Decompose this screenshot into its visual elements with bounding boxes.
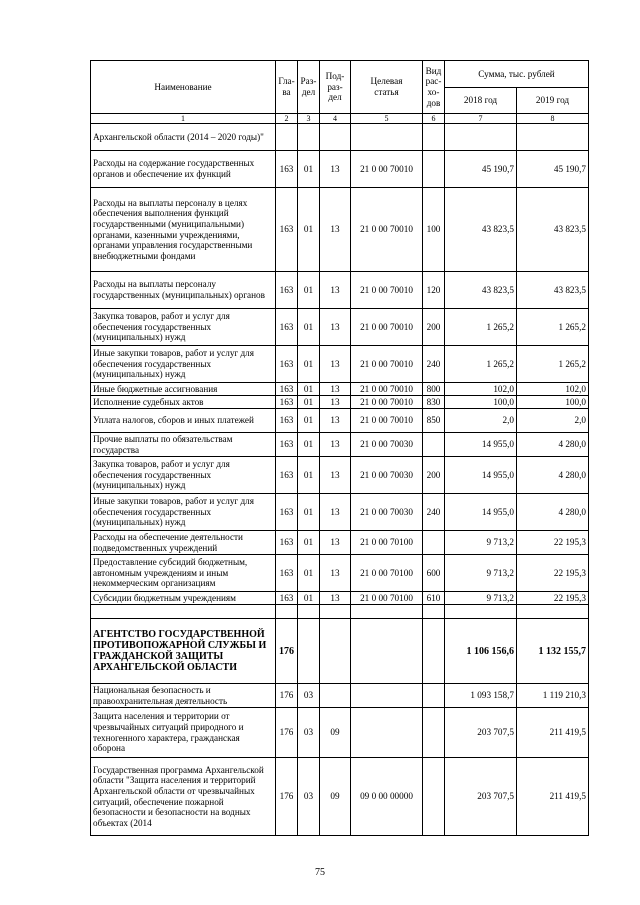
- row-chapter: 163: [276, 383, 298, 396]
- row-name: Субсидии бюджетным учреждениям: [91, 592, 276, 605]
- row-section: 01: [298, 151, 320, 188]
- row-section: 01: [298, 494, 320, 531]
- row-chapter: 176: [276, 708, 298, 758]
- row-sum-2019: 1 132 155,7: [517, 619, 589, 684]
- row-target-article: 21 0 00 70100: [351, 592, 423, 605]
- table-row: [91, 758, 589, 836]
- row-chapter: 176: [276, 758, 298, 836]
- header-subsection: Под- раз- дел: [320, 61, 351, 114]
- row-target-article: 21 0 00 70010: [351, 409, 423, 433]
- column-number: 5: [351, 114, 423, 124]
- row-section: 01: [298, 531, 320, 555]
- row-section: 03: [298, 758, 320, 836]
- table-row: [91, 151, 589, 188]
- row-section: 01: [298, 188, 320, 272]
- row-expense-type: 800: [423, 383, 445, 396]
- row-target-article: 21 0 00 70030: [351, 433, 423, 457]
- row-name: [91, 605, 276, 619]
- row-expense-type: 850: [423, 409, 445, 433]
- row-section: 01: [298, 346, 320, 383]
- column-number: 6: [423, 114, 445, 124]
- row-name: Исполнение судебных актов: [91, 396, 276, 409]
- row-subsection: 13: [320, 592, 351, 605]
- table-row: [91, 272, 589, 309]
- row-sum-2018: [445, 605, 517, 619]
- row-subsection: [320, 684, 351, 708]
- row-sum-2019: 1 119 210,3: [517, 684, 589, 708]
- column-number: 2: [276, 114, 298, 124]
- row-chapter: 163: [276, 494, 298, 531]
- row-sum-2018: 100,0: [445, 396, 517, 409]
- row-target-article: [351, 124, 423, 151]
- row-expense-type: [423, 605, 445, 619]
- row-sum-2018: 203 707,5: [445, 708, 517, 758]
- row-target-article: 21 0 00 70010: [351, 272, 423, 309]
- row-subsection: 13: [320, 531, 351, 555]
- row-sum-2019: 100,0: [517, 396, 589, 409]
- row-target-article: 21 0 00 70010: [351, 151, 423, 188]
- row-sum-2019: 102,0: [517, 383, 589, 396]
- row-name: Закупка товаров, работ и услуг для обеспечения государственных (муниципальных) нужд: [91, 457, 276, 494]
- table-row: [91, 188, 589, 272]
- row-expense-type: [423, 124, 445, 151]
- table-row: [91, 531, 589, 555]
- column-number: 3: [298, 114, 320, 124]
- row-section: [298, 605, 320, 619]
- row-chapter: 163: [276, 346, 298, 383]
- row-sum-2018: 2,0: [445, 409, 517, 433]
- row-section: 01: [298, 396, 320, 409]
- row-sum-2019: 45 190,7: [517, 151, 589, 188]
- row-name: Расходы на выплаты персоналу в целях обеспечения выполнения функций государственными (муниципальными) органами, казенными учреждениями, органами управления государственными внебюджетными фондами: [91, 188, 276, 272]
- row-sum-2019: 4 280,0: [517, 457, 589, 494]
- header-expense-type: Вид рас- хо- дов: [423, 61, 445, 114]
- row-sum-2018: 1 093 158,7: [445, 684, 517, 708]
- row-sum-2018: [445, 124, 517, 151]
- row-target-article: [351, 619, 423, 684]
- row-chapter: 176: [276, 684, 298, 708]
- row-chapter: 163: [276, 457, 298, 494]
- row-chapter: 163: [276, 409, 298, 433]
- row-subsection: 13: [320, 396, 351, 409]
- row-sum-2018: 43 823,5: [445, 272, 517, 309]
- row-subsection: 13: [320, 309, 351, 346]
- row-sum-2018: 9 713,2: [445, 531, 517, 555]
- row-section: [298, 124, 320, 151]
- row-sum-2019: 211 419,5: [517, 708, 589, 758]
- row-name: Прочие выплаты по обязательствам государства: [91, 433, 276, 457]
- row-section: 01: [298, 272, 320, 309]
- row-chapter: [276, 124, 298, 151]
- table-row: [91, 708, 589, 758]
- header-year-2019: 2019 год: [517, 88, 589, 114]
- row-name: Предоставление субсидий бюджетным, автономным учреждениям и иным некоммерческим организациям: [91, 555, 276, 592]
- row-sum-2019: 1 265,2: [517, 309, 589, 346]
- row-subsection: 13: [320, 151, 351, 188]
- row-name: Закупка товаров, работ и услуг для обеспечения государственных (муниципальных) нужд: [91, 309, 276, 346]
- table-row: [91, 592, 589, 605]
- row-chapter: 163: [276, 188, 298, 272]
- row-chapter: 163: [276, 272, 298, 309]
- table-row: [91, 684, 589, 708]
- header-year-2018: 2018 год: [445, 88, 517, 114]
- row-name: АГЕНТСТВО ГОСУДАРСТВЕННОЙ ПРОТИВОПОЖАРНОЙ СЛУЖБЫ И ГРАЖДАНСКОЙ ЗАЩИТЫ АРХАНГЕЛЬСКОЙ ОБЛАСТИ: [91, 619, 276, 684]
- row-sum-2019: 1 265,2: [517, 346, 589, 383]
- row-subsection: 13: [320, 188, 351, 272]
- row-sum-2018: 45 190,7: [445, 151, 517, 188]
- row-sum-2019: 4 280,0: [517, 433, 589, 457]
- row-target-article: [351, 684, 423, 708]
- row-name: Иные бюджетные ассигнования: [91, 383, 276, 396]
- row-expense-type: 200: [423, 309, 445, 346]
- row-sum-2019: 22 195,3: [517, 531, 589, 555]
- row-target-article: [351, 605, 423, 619]
- row-expense-type: 600: [423, 555, 445, 592]
- row-chapter: 163: [276, 592, 298, 605]
- table-row: [91, 124, 589, 151]
- row-sum-2018: 43 823,5: [445, 188, 517, 272]
- table-row: [91, 555, 589, 592]
- column-number: 8: [517, 114, 589, 124]
- row-expense-type: 240: [423, 346, 445, 383]
- header-chapter: Гла- ва: [276, 61, 298, 114]
- budget-table: [90, 60, 589, 836]
- table-row: [91, 409, 589, 433]
- row-section: 01: [298, 383, 320, 396]
- row-sum-2018: 203 707,5: [445, 758, 517, 836]
- row-sum-2018: 14 955,0: [445, 433, 517, 457]
- row-subsection: [320, 619, 351, 684]
- row-expense-type: [423, 708, 445, 758]
- header-name: Наименование: [91, 61, 276, 114]
- table-row: [91, 396, 589, 409]
- row-section: 03: [298, 708, 320, 758]
- row-subsection: 09: [320, 708, 351, 758]
- row-expense-type: [423, 433, 445, 457]
- row-sum-2018: 1 265,2: [445, 309, 517, 346]
- column-number-row: [91, 114, 589, 124]
- row-sum-2019: [517, 605, 589, 619]
- column-number: 7: [445, 114, 517, 124]
- row-chapter: 163: [276, 531, 298, 555]
- row-sum-2019: 22 195,3: [517, 592, 589, 605]
- row-target-article: 21 0 00 70010: [351, 383, 423, 396]
- row-sum-2018: 9 713,2: [445, 555, 517, 592]
- row-target-article: 21 0 00 70010: [351, 188, 423, 272]
- header-target: Целевая статья: [351, 61, 423, 114]
- row-chapter: 163: [276, 433, 298, 457]
- row-sum-2019: 4 280,0: [517, 494, 589, 531]
- page-number: 75: [315, 867, 325, 878]
- row-section: 03: [298, 684, 320, 708]
- row-target-article: 21 0 00 70010: [351, 346, 423, 383]
- row-subsection: 13: [320, 272, 351, 309]
- column-number: 1: [91, 114, 276, 124]
- table-row: [91, 383, 589, 396]
- row-sum-2018: 14 955,0: [445, 457, 517, 494]
- row-sum-2018: 1 106 156,6: [445, 619, 517, 684]
- row-subsection: 13: [320, 457, 351, 494]
- table-row: [91, 605, 589, 619]
- row-name: Архангельской области (2014 – 2020 годы)": [91, 124, 276, 151]
- row-target-article: [351, 708, 423, 758]
- row-name: Уплата налогов, сборов и иных платежей: [91, 409, 276, 433]
- row-sum-2018: 1 265,2: [445, 346, 517, 383]
- row-sum-2019: 43 823,5: [517, 188, 589, 272]
- row-expense-type: [423, 151, 445, 188]
- row-sum-2019: 43 823,5: [517, 272, 589, 309]
- row-section: 01: [298, 555, 320, 592]
- row-subsection: 13: [320, 494, 351, 531]
- row-name: Защита населения и территории от чрезвычайных ситуаций природного и техногенного характера, гражданская оборона: [91, 708, 276, 758]
- row-chapter: 163: [276, 151, 298, 188]
- row-chapter: 163: [276, 309, 298, 346]
- column-number: 4: [320, 114, 351, 124]
- table-row: [91, 494, 589, 531]
- row-target-article: 21 0 00 70010: [351, 396, 423, 409]
- row-subsection: 13: [320, 433, 351, 457]
- row-name: Расходы на обеспечение деятельности подведомственных учреждений: [91, 531, 276, 555]
- row-section: 01: [298, 409, 320, 433]
- row-name: Национальная безопасность и правоохранительная деятельность: [91, 684, 276, 708]
- row-subsection: 09: [320, 758, 351, 836]
- row-subsection: 13: [320, 409, 351, 433]
- row-sum-2019: 2,0: [517, 409, 589, 433]
- row-sum-2019: [517, 124, 589, 151]
- row-section: 01: [298, 309, 320, 346]
- row-subsection: 13: [320, 346, 351, 383]
- table-row: [91, 346, 589, 383]
- row-expense-type: 830: [423, 396, 445, 409]
- table-row: [91, 433, 589, 457]
- row-chapter: [276, 605, 298, 619]
- table-row: [91, 309, 589, 346]
- row-target-article: 21 0 00 70100: [351, 555, 423, 592]
- row-subsection: 13: [320, 383, 351, 396]
- row-chapter: 163: [276, 555, 298, 592]
- row-section: 01: [298, 457, 320, 494]
- row-section: [298, 619, 320, 684]
- row-expense-type: [423, 619, 445, 684]
- row-name: Иные закупки товаров, работ и услуг для обеспечения государственных (муниципальных) нужд: [91, 494, 276, 531]
- row-expense-type: 100: [423, 188, 445, 272]
- header-sum: Сумма, тыс. рублей: [445, 61, 589, 88]
- row-expense-type: 200: [423, 457, 445, 494]
- row-subsection: 13: [320, 555, 351, 592]
- row-name: Иные закупки товаров, работ и услуг для обеспечения государственных (муниципальных) нужд: [91, 346, 276, 383]
- row-target-article: 21 0 00 70030: [351, 494, 423, 531]
- row-expense-type: 120: [423, 272, 445, 309]
- row-sum-2019: 211 419,5: [517, 758, 589, 836]
- table-row: [91, 619, 589, 684]
- row-expense-type: [423, 758, 445, 836]
- row-target-article: 21 0 00 70010: [351, 309, 423, 346]
- row-chapter: 163: [276, 396, 298, 409]
- row-subsection: [320, 605, 351, 619]
- row-sum-2019: 22 195,3: [517, 555, 589, 592]
- row-name: Расходы на выплаты персоналу государственных (муниципальных) органов: [91, 272, 276, 309]
- row-sum-2018: 102,0: [445, 383, 517, 396]
- row-section: 01: [298, 592, 320, 605]
- row-subsection: [320, 124, 351, 151]
- row-expense-type: 610: [423, 592, 445, 605]
- row-chapter: 176: [276, 619, 298, 684]
- row-name: Государственная программа Архангельской области "Защита населения и территорий Архангельской области от чрезвычайных ситуаций, обеспечение пожарной безопасности и безопасности на водных объектах (2014: [91, 758, 276, 836]
- row-expense-type: [423, 684, 445, 708]
- row-target-article: 21 0 00 70100: [351, 531, 423, 555]
- header-section: Раз- дел: [298, 61, 320, 114]
- row-expense-type: [423, 531, 445, 555]
- row-section: 01: [298, 433, 320, 457]
- row-expense-type: 240: [423, 494, 445, 531]
- row-name: Расходы на содержание государственных органов и обеспечение их функций: [91, 151, 276, 188]
- row-target-article: 21 0 00 70030: [351, 457, 423, 494]
- row-sum-2018: 9 713,2: [445, 592, 517, 605]
- row-target-article: 09 0 00 00000: [351, 758, 423, 836]
- table-row: [91, 457, 589, 494]
- row-sum-2018: 14 955,0: [445, 494, 517, 531]
